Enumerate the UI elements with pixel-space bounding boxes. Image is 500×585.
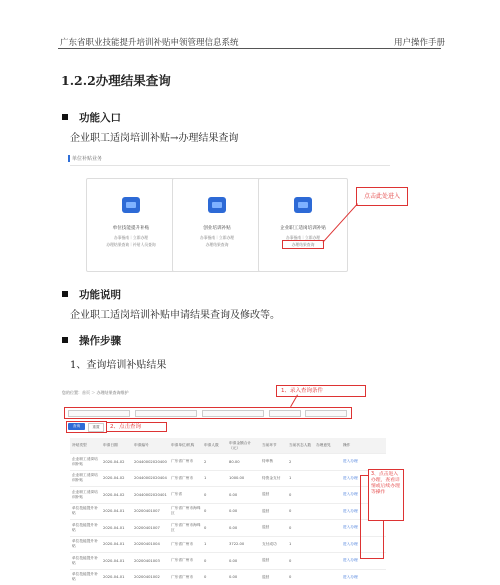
table-cell: 退回	[260, 487, 287, 504]
table-cell	[314, 553, 341, 570]
callout-click-here: 点击此处进入	[356, 187, 408, 206]
column-header: 当前环节	[260, 438, 287, 454]
table-row	[70, 487, 386, 504]
column-header: 操作	[341, 438, 386, 454]
enter-process-link[interactable]: 进入办理	[341, 569, 386, 585]
table-cell: 广东省广州市	[169, 470, 202, 487]
table-cell: 20440002020404	[132, 470, 169, 487]
reset-button[interactable]: 重置	[88, 423, 104, 432]
table-cell: 广东省广州市海珠区	[169, 503, 202, 520]
filter-field[interactable]	[68, 410, 130, 417]
table-row	[70, 553, 386, 570]
bullet-square-icon	[62, 291, 68, 297]
service-panel-screenshot	[70, 153, 400, 281]
card-links[interactable]: 办事指南｜立即办理	[285, 235, 321, 240]
result-query-screenshot	[60, 381, 400, 582]
table-cell: 单位技能提升补贴	[70, 553, 101, 570]
table-cell: 20200401004	[132, 536, 169, 553]
entry-heading	[62, 110, 121, 125]
enter-process-link[interactable]: 进入办理	[341, 470, 386, 487]
card-links[interactable]: 办理结果查询	[205, 242, 229, 247]
entry-heading-text: 功能入口	[79, 112, 121, 124]
table-cell: 2020-04-01	[101, 553, 132, 570]
description-text: 企业职工适岗培训补贴申请结果查询及修改等。	[70, 310, 280, 321]
card-enterprise-worker[interactable]	[258, 178, 348, 272]
table-cell: 0	[202, 520, 227, 537]
bullet-square-icon	[62, 337, 68, 343]
table-header-row	[70, 438, 386, 454]
table-cell: 广东省广州市	[169, 536, 202, 553]
table-cell: 退回	[260, 569, 287, 585]
table-cell: 广东省广州市	[169, 553, 202, 570]
table-cell: 20200401007	[132, 520, 169, 537]
card-title: 单位技能提升补贴	[112, 226, 150, 231]
callout-enter-process: 3、点击进入办理，查看详情或后续办理等操作	[368, 469, 404, 521]
card-title: 企业职工适岗培训补贴	[280, 226, 326, 231]
table-cell: 20440002020400	[132, 454, 169, 471]
step-1-text: 1、查询培训补贴结果	[70, 360, 167, 371]
table-cell: 0.00	[227, 487, 260, 504]
table-cell: 企业职工适岗培训补贴	[70, 487, 101, 504]
table-row	[70, 536, 386, 553]
table-cell: 0	[202, 503, 227, 520]
filter-field[interactable]	[135, 410, 197, 417]
column-header: 办理意见	[314, 438, 341, 454]
table-cell	[314, 536, 341, 553]
table-cell: 退回	[260, 553, 287, 570]
table-cell: 1	[202, 536, 227, 553]
card-links[interactable]: 办事指南｜立即办理	[113, 235, 149, 240]
table-cell: 广东省广州市海珠区	[169, 520, 202, 537]
table-cell: 2020-04-02	[101, 454, 132, 471]
enter-process-link[interactable]: 进入办理	[341, 454, 386, 471]
table-cell: 单位技能提升补贴	[70, 503, 101, 520]
steps-heading-text: 操作步骤	[79, 335, 121, 347]
table-cell: 0	[287, 569, 314, 585]
table-cell	[314, 520, 341, 537]
table-cell: 0	[202, 569, 227, 585]
table-cell: 企业职工适岗培训补贴	[70, 470, 101, 487]
table-cell: 0.00	[227, 520, 260, 537]
table-cell: 2020-04-02	[101, 487, 132, 504]
filter-field[interactable]	[202, 410, 264, 417]
table-cell: 1	[287, 536, 314, 553]
bullet-square-icon	[62, 114, 68, 120]
table-cell: 退回	[260, 503, 287, 520]
enter-process-link[interactable]: 进入办理	[341, 553, 386, 570]
table-cell: 0.00	[227, 569, 260, 585]
table-cell	[314, 454, 341, 471]
table-cell: 0	[287, 487, 314, 504]
breadcrumb: 您的位置：首页 ＞ 办理结果查询维护	[62, 390, 129, 395]
table-cell: 退回	[260, 520, 287, 537]
table-row	[70, 520, 386, 537]
filter-field[interactable]	[269, 410, 301, 417]
table-cell: 2020-04-01	[101, 520, 132, 537]
panel-divider	[70, 165, 390, 166]
enter-process-link[interactable]: 进入办理	[341, 487, 386, 504]
card-links[interactable]: 办事指南｜立即办理	[199, 235, 235, 240]
table-cell: 0	[202, 553, 227, 570]
table-row	[70, 470, 386, 487]
table-cell	[314, 503, 341, 520]
enter-process-link[interactable]: 进入办理	[341, 520, 386, 537]
table-cell: 企业职工适岗培训补贴	[70, 454, 101, 471]
table-cell: 单位技能提升补贴	[70, 569, 101, 585]
enter-process-link[interactable]: 进入办理	[341, 536, 386, 553]
table-cell: 3722.00	[227, 536, 260, 553]
table-cell: 0	[287, 520, 314, 537]
card-title: 创业培训补贴	[203, 226, 231, 231]
description-heading	[62, 287, 121, 302]
table-cell: 2020-04-01	[101, 569, 132, 585]
column-header: 申请单位/机构	[169, 438, 202, 454]
description-heading-text: 功能说明	[79, 289, 121, 301]
table-cell: 2	[287, 454, 314, 471]
table-cell: 80.00	[227, 454, 260, 471]
column-header: 申请人数	[202, 438, 227, 454]
filter-highlight-box	[64, 407, 352, 419]
table-cell: 2020-04-01	[101, 536, 132, 553]
table-cell: 1	[202, 470, 227, 487]
result-query-link[interactable]: 办理结果查询	[291, 242, 315, 247]
table-cell: 20200401002	[132, 569, 169, 585]
table-cell: 20440002020401	[132, 487, 169, 504]
callout-enter-criteria: 1、录入查询条件	[276, 385, 366, 397]
column-header: 申请日期	[101, 438, 132, 454]
table-cell: 0	[287, 553, 314, 570]
table-cell	[314, 487, 341, 504]
table-cell: 支付成功	[260, 536, 287, 553]
table-row	[70, 454, 386, 471]
column-header: 申请编号	[132, 438, 169, 454]
column-header: 当前状态人数	[287, 438, 314, 454]
filter-field[interactable]	[305, 410, 347, 417]
query-highlight-box	[66, 421, 107, 433]
table-cell: 广东省广州市	[169, 569, 202, 585]
enter-process-link[interactable]: 进入办理	[341, 503, 386, 520]
steps-heading	[62, 333, 121, 348]
table-cell: 单位技能提升补贴	[70, 520, 101, 537]
table-cell: 待资金支付	[260, 470, 287, 487]
card-entrepreneur[interactable]	[172, 178, 262, 272]
card-skill-upgrade[interactable]	[86, 178, 176, 272]
monitor-icon	[294, 197, 312, 213]
column-header: 补贴类型	[70, 438, 101, 454]
callout-click-query: 2、点击查询	[106, 422, 167, 432]
table-cell: 2020-04-01	[101, 503, 132, 520]
panel-tab-label[interactable]: 单位补贴业务	[72, 156, 103, 162]
table-cell: 2020-04-02	[101, 470, 132, 487]
table-cell: 0	[287, 503, 314, 520]
table-cell: 0.00	[227, 503, 260, 520]
table-cell: 1000.00	[227, 470, 260, 487]
card-links[interactable]: 办理结果查询｜补贴人员查询	[106, 242, 156, 247]
monitor-icon	[122, 197, 140, 213]
table-cell: 1	[287, 470, 314, 487]
results-table	[70, 438, 386, 585]
table-row	[70, 503, 386, 520]
table-cell: 0	[202, 487, 227, 504]
header-rule	[58, 48, 441, 49]
running-header-right: 用户操作手册	[394, 38, 446, 48]
table-cell	[314, 569, 341, 585]
running-header-left: 广东省职业技能提升培训补贴申领管理信息系统	[60, 38, 239, 48]
table-cell: 20200401007	[132, 503, 169, 520]
table-cell: 2	[202, 454, 227, 471]
query-button[interactable]: 查询	[68, 423, 85, 430]
table-cell: 广东省	[169, 487, 202, 504]
table-cell: 单位技能提升补贴	[70, 536, 101, 553]
table-cell: 0.00	[227, 553, 260, 570]
column-header: 申请金额合计（元）	[227, 438, 260, 454]
highlight-box	[282, 240, 324, 249]
table-cell: 待审核	[260, 454, 287, 471]
table-cell	[314, 470, 341, 487]
table-cell: 20200401003	[132, 553, 169, 570]
table-cell: 广东省广州市	[169, 454, 202, 471]
monitor-icon	[208, 197, 226, 213]
entry-path-text: 企业职工适岗培训补贴→办理结果查询	[70, 133, 239, 144]
table-row	[70, 569, 386, 585]
section-title: 1.2.2办理结果查询	[61, 73, 171, 88]
